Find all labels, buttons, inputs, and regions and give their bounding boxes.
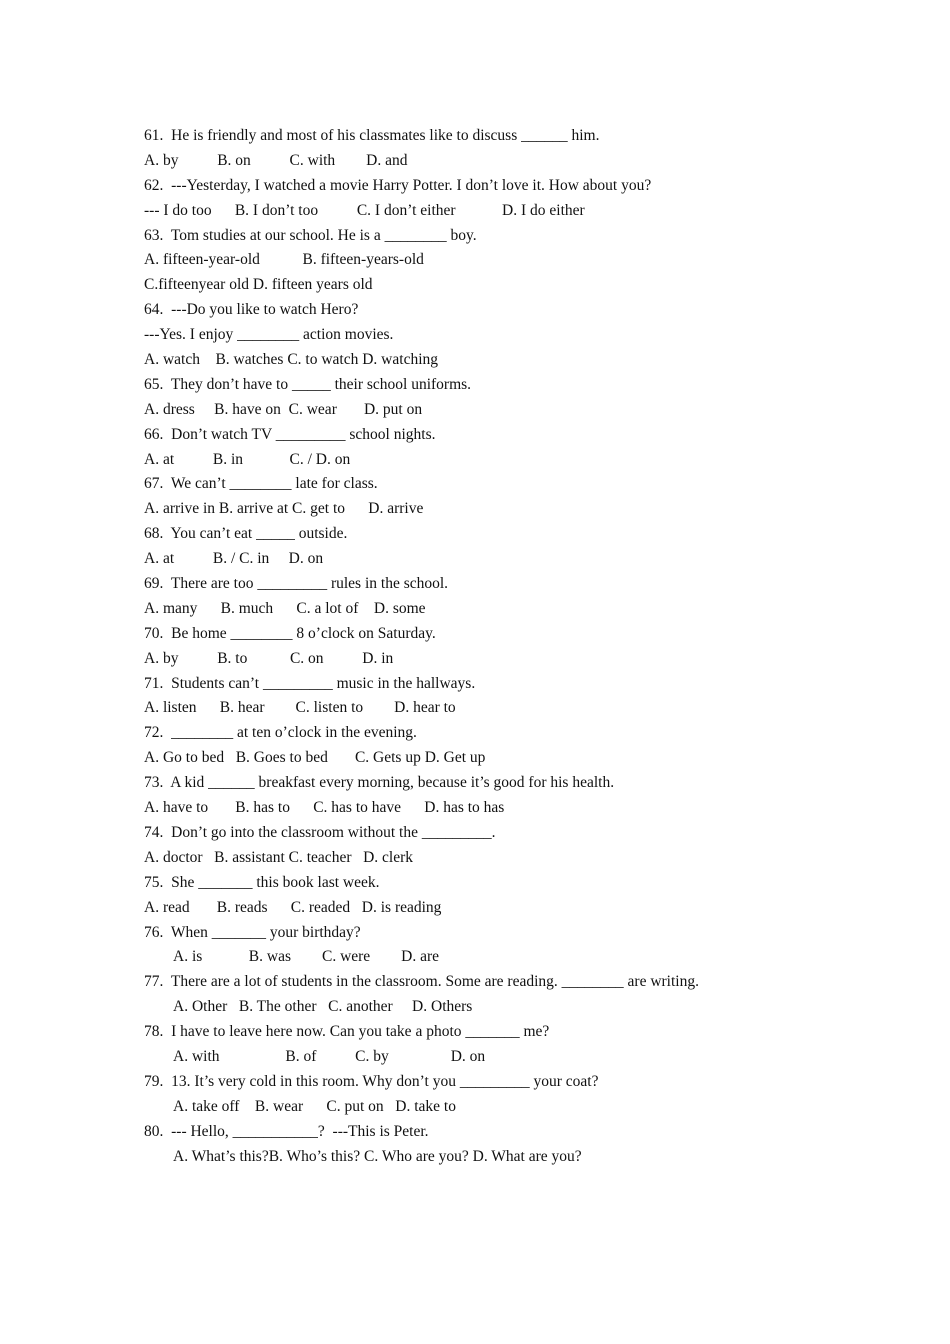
question-76: 76. When _______ your birthday? (144, 923, 361, 941)
options-69: A. many B. much C. a lot of D. some (144, 599, 426, 617)
question-67: 67. We can’t ________ late for class. (144, 475, 378, 493)
question-62: 62. ---Yesterday, I watched a movie Harry Potter. I don’t love it. How about you? (144, 176, 652, 194)
question-65: 65. They don’t have to _____ their school uniforms. (144, 375, 472, 393)
question-63: 63. Tom studies at our school. He is a ________ boy. (144, 226, 477, 244)
options-78: A. with B. of C. by D. on (173, 1047, 486, 1065)
question-77: 77. There are a lot of students in the classroom. Some are reading. ________ are writing. (144, 973, 699, 991)
question-64: 64. ---Do you like to watch Hero? (144, 301, 359, 319)
options-72: A. Go to bed B. Goes to bed C. Gets up D. Get up (144, 749, 486, 767)
options-79: A. take off B. wear C. put on D. take to (173, 1097, 456, 1115)
options-66: A. at B. in C. / D. on (144, 450, 351, 468)
options-71: A. listen B. hear C. listen to D. hear to (144, 699, 456, 717)
question-79: 79. 13. It’s very cold in this room. Why don’t you _________ your coat? (144, 1072, 599, 1090)
options-62: --- I do too B. I don’t too C. I don’t either D. I do either (144, 201, 585, 219)
options-68: A. at B. / C. in D. on (144, 550, 324, 568)
options-77: A. Other B. The other C. another D. Others (173, 998, 473, 1016)
question-66: 66. Don’t watch TV _________ school nights. (144, 425, 436, 443)
question-72: 72. ________ at ten o’clock in the evening. (144, 724, 417, 742)
options-61: A. by B. on C. with D. and (144, 151, 408, 169)
question-74: 74. Don’t go into the classroom without the _________. (144, 823, 496, 841)
options-80: A. What’s this?B. Who’s this? C. Who are you? D. What are you? (173, 1147, 582, 1165)
question-69: 69. There are too _________ rules in the school. (144, 575, 449, 593)
options-67: A. arrive in B. arrive at C. get to D. arrive (144, 500, 424, 518)
options-73: A. have to B. has to C. has to have D. has to has (144, 799, 505, 817)
options-63-a: A. fifteen-year-old B. fifteen-years-old (144, 251, 424, 269)
options-75: A. read B. reads C. readed D. is reading (144, 898, 442, 916)
question-61: 61. He is friendly and most of his classmates like to discuss ______ him. (144, 127, 600, 144)
options-63-b: C.fifteenyear old D. fifteen years old (144, 276, 373, 294)
question-68: 68. You can’t eat _____ outside. (144, 525, 348, 543)
question-75: 75. She _______ this book last week. (144, 873, 380, 891)
question-70: 70. Be home ________ 8 o’clock on Saturday. (144, 624, 436, 642)
exercise-document (0, 124, 950, 1169)
options-76: A. is B. was C. were D. are (173, 948, 440, 966)
options-65: A. dress B. have on C. wear D. put on (144, 400, 423, 418)
options-74: A. doctor B. assistant C. teacher D. clerk (144, 848, 414, 866)
question-71: 71. Students can’t _________ music in the hallways. (144, 674, 476, 692)
question-80: 80. --- Hello, ___________? ---This is Peter. (144, 1122, 429, 1140)
question-78: 78. I have to leave here now. Can you take a photo _______ me? (144, 1023, 550, 1041)
options-64: A. watch B. watches C. to watch D. watching (144, 351, 439, 369)
options-70: A. by B. to C. on D. in (144, 649, 394, 667)
question-73: 73. A kid ______ breakfast every morning, because it’s good for his health. (144, 774, 615, 792)
question-64-reply: ---Yes. I enjoy ________ action movies. (144, 326, 394, 344)
